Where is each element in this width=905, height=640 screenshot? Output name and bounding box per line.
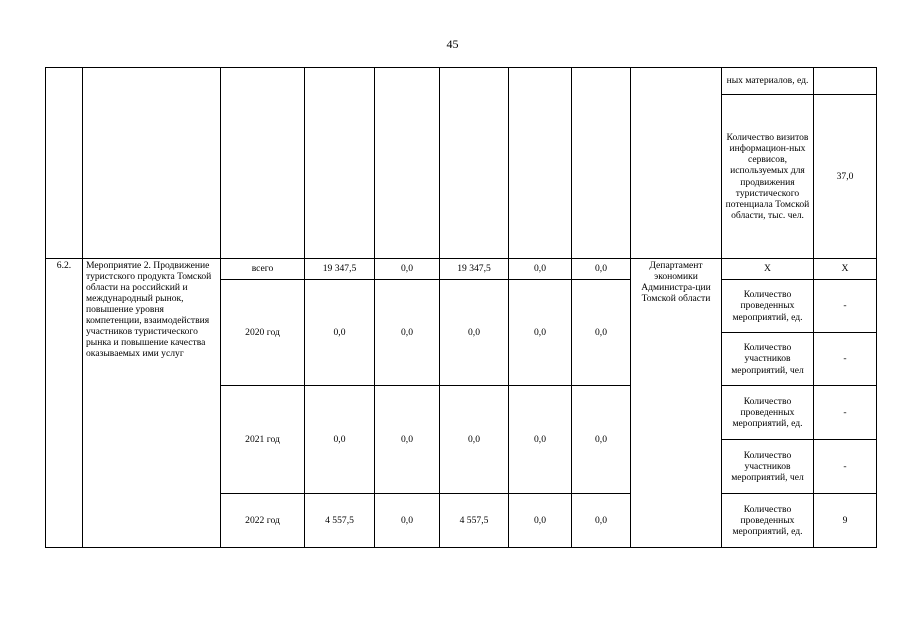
funding-cell-empty	[440, 68, 509, 259]
funding-cell: 0,0	[572, 280, 631, 386]
executor-cell-empty	[631, 68, 722, 259]
number-cell-empty	[46, 68, 83, 259]
continuation-row	[46, 68, 877, 95]
funding-cell: 0,0	[375, 494, 440, 548]
indicator-name: Количество проведенных мероприятий, ед.	[722, 386, 814, 440]
indicator-name: Количество участников мероприятий, чел	[722, 440, 814, 494]
period-cell: 2021 год	[221, 386, 305, 494]
total-cell: 0,0	[305, 386, 375, 494]
total-cell: 4 557,5	[305, 494, 375, 548]
funding-cell: 0,0	[375, 280, 440, 386]
indicator-value: 9	[814, 494, 877, 548]
period-cell: 2020 год	[221, 280, 305, 386]
measure-number: 6.2.	[46, 259, 83, 548]
funding-cell: 4 557,5	[440, 494, 509, 548]
indicator-value: -	[814, 333, 877, 386]
name-cell-empty	[83, 68, 221, 259]
indicator-value: -	[814, 386, 877, 440]
funding-cell: 0,0	[509, 259, 572, 280]
funding-cell: 0,0	[375, 386, 440, 494]
indicator-name: Количество визитов информацион-ных сервисов, используемых для продвижения туристического потенциала Томской области, тыс. чел.	[722, 95, 814, 259]
funding-cell: 0,0	[440, 280, 509, 386]
funding-cell-empty	[375, 68, 440, 259]
funding-cell: 0,0	[509, 280, 572, 386]
funding-cell: 19 347,5	[440, 259, 509, 280]
indicator-value: -	[814, 440, 877, 494]
program-table	[45, 67, 877, 548]
indicator-name: Количество участников мероприятий, чел	[722, 333, 814, 386]
measure-row-total	[46, 259, 877, 280]
funding-cell-empty	[572, 68, 631, 259]
total-cell: 0,0	[305, 280, 375, 386]
total-cell-empty	[305, 68, 375, 259]
indicator-value: -	[814, 280, 877, 333]
funding-cell: 0,0	[375, 259, 440, 280]
period-cell: всего	[221, 259, 305, 280]
measure-name: Мероприятие 2. Продвижение туристского продукта Томской области на российский и международный рынок, повышение уровня компетенции, взаимодействия участников туристического рынка и повышение качества оказываемых ими услуг	[83, 259, 221, 548]
indicator-name: Количество проведенных мероприятий, ед.	[722, 494, 814, 548]
period-cell-empty	[221, 68, 305, 259]
funding-cell: 0,0	[509, 386, 572, 494]
funding-cell: 0,0	[440, 386, 509, 494]
indicator-name: Количество проведенных мероприятий, ед.	[722, 280, 814, 333]
indicator-value: Х	[814, 259, 877, 280]
funding-cell: 0,0	[572, 494, 631, 548]
funding-cell: 0,0	[509, 494, 572, 548]
indicator-value-empty	[814, 68, 877, 95]
page-number: 45	[446, 37, 459, 51]
funding-cell: 0,0	[572, 386, 631, 494]
period-cell: 2022 год	[221, 494, 305, 548]
indicator-value: 37,0	[814, 95, 877, 259]
executor-cell: Департамент экономики Администра-ции Томской области	[631, 259, 722, 548]
total-cell: 19 347,5	[305, 259, 375, 280]
funding-cell-empty	[509, 68, 572, 259]
indicator-name: Х	[722, 259, 814, 280]
indicator-name: ных материалов, ед.	[722, 68, 814, 95]
funding-cell: 0,0	[572, 259, 631, 280]
